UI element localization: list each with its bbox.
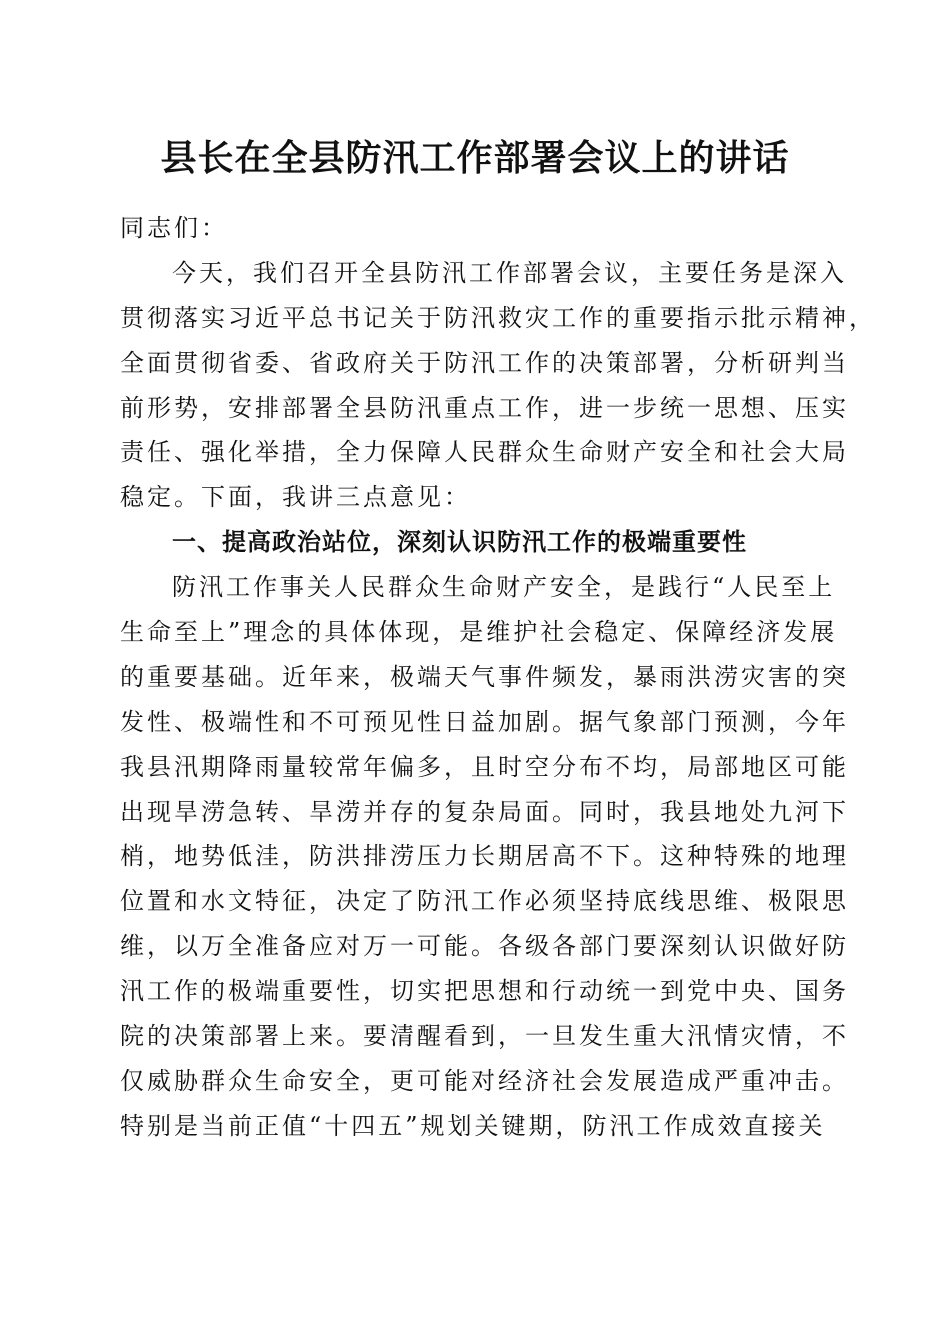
intro-line: 全面贯彻省委、省政府关于防汛工作的决策部署，分析研判当: [120, 348, 849, 377]
section-line: 位置和水文特征，决定了防汛工作必须坚持底线思维、极限思: [120, 887, 849, 916]
intro-line: 前形势，安排部署全县防汛重点工作，进一步统一思想、压实: [120, 393, 849, 422]
intro-line: 责任、强化举措，全力保障人民群众生命财产安全和社会大局: [120, 438, 849, 467]
section-line: 我县汛期降雨量较常年偏多，且时空分布不均，局部地区可能: [120, 752, 849, 781]
section-line: 防汛工作事关人民群众生命财产安全，是践行“人民至上: [172, 573, 836, 602]
section-heading: 一、提高政治站位，深刻认识防汛工作的极端重要性: [172, 528, 747, 557]
document-title: 县长在全县防汛工作部署会议上的讲话: [160, 137, 790, 179]
intro-line: 贯彻落实习近平总书记关于防汛救灾工作的重要指示批示精神，: [120, 303, 876, 332]
section-line: 特别是当前正值“十四五”规划关键期，防汛工作成效直接关: [120, 1111, 826, 1140]
section-line: 出现旱涝急转、旱涝并存的复杂局面。同时，我县地处九河下: [120, 797, 849, 826]
section-line: 维，以万全准备应对万一可能。各级各部门要深刻认识做好防: [120, 932, 849, 961]
section-line: 仅威胁群众生命安全，更可能对经济社会发展造成严重冲击。: [120, 1066, 849, 1095]
section-line: 的重要基础。近年来，极端天气事件频发，暴雨洪涝灾害的突: [120, 662, 849, 691]
section-line: 梢，地势低洼，防洪排涝压力长期居高不下。这种特殊的地理: [120, 842, 849, 871]
intro-line: 稳定。下面，我讲三点意见：: [120, 483, 471, 512]
document-body: [120, 206, 876, 1149]
section-line: 发性、极端性和不可预见性日益加剧。据气象部门预测，今年: [120, 707, 849, 736]
section-line: 生命至上”理念的具体体现，是维护社会稳定、保障经济发展: [120, 618, 838, 647]
section-line: 汛工作的极端重要性，切实把思想和行动统一到党中央、国务: [120, 977, 849, 1006]
section-line: 院的决策部署上来。要清醒看到，一旦发生重大汛情灾情，不: [120, 1022, 849, 1051]
salutation: 同志们：: [120, 214, 228, 242]
intro-line: 今天，我们召开全县防汛工作部署会议，主要任务是深入: [172, 258, 847, 287]
